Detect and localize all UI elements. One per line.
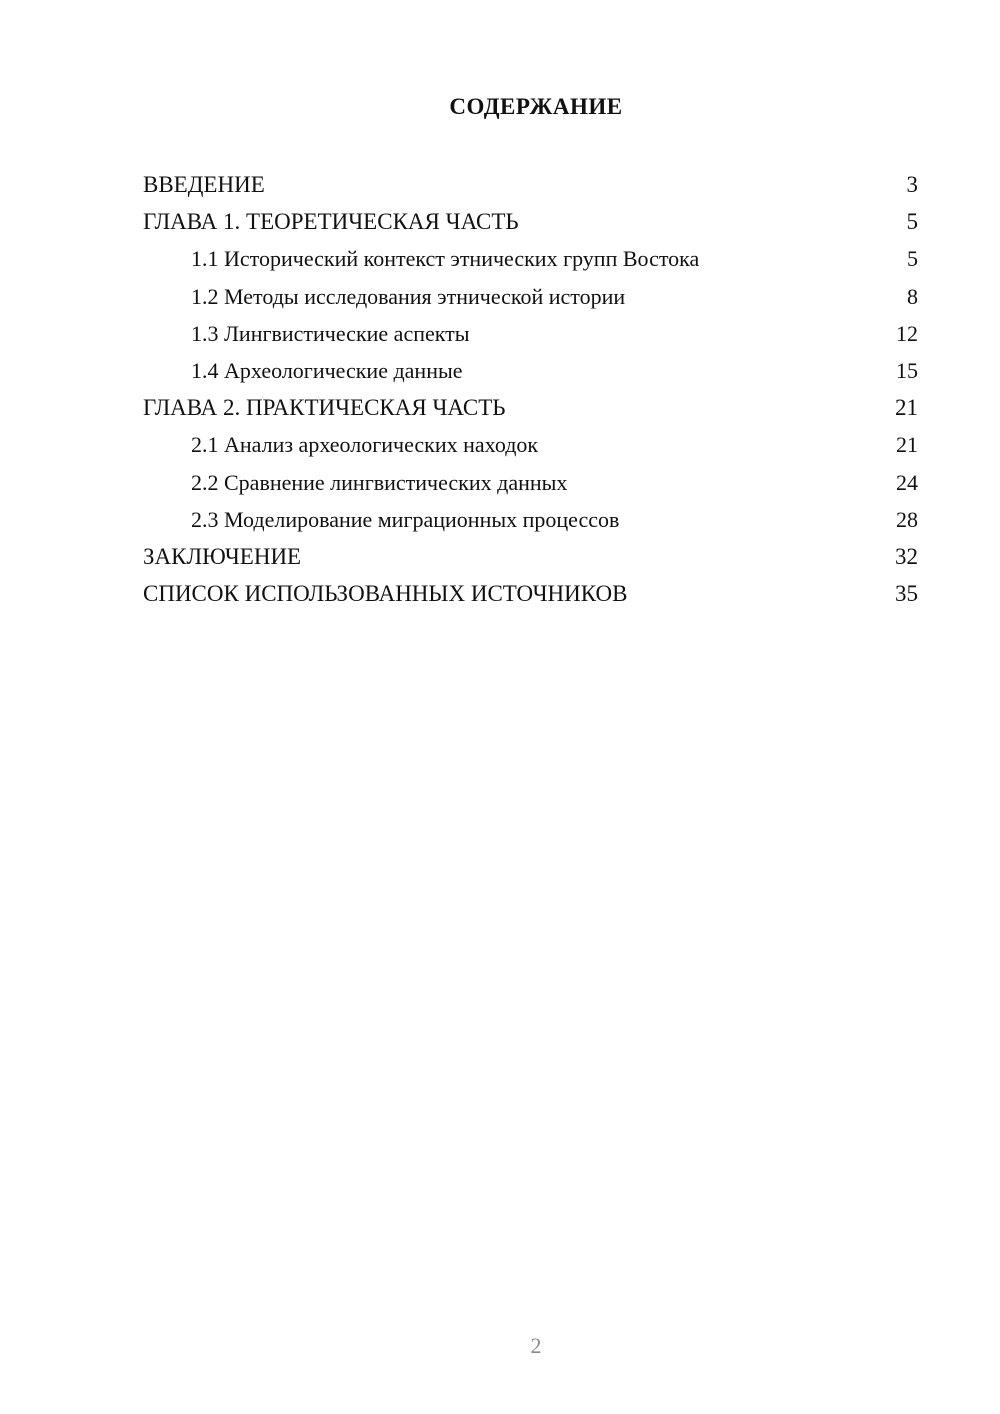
page-number: 2 (530, 1333, 542, 1358)
toc-entry-section-1-1 (143, 240, 918, 277)
toc-entry-page: 32 (895, 543, 918, 569)
toc-entry-label: 1.1 Исторический контекст этнических групп Востока (191, 246, 700, 272)
toc-entry-label: ГЛАВА 2. ПРАКТИЧЕСКАЯ ЧАСТЬ (143, 395, 506, 421)
toc-entry-label: 2.2 Сравнение лингвистических данных (191, 469, 568, 495)
toc-entry-page: 21 (895, 395, 918, 421)
toc-entry-section-1-4 (143, 352, 918, 389)
toc-entry-section-1-2 (143, 278, 918, 315)
toc-entry-label: СПИСОК ИСПОЛЬЗОВАННЫХ ИСТОЧНИКОВ (143, 581, 628, 607)
toc-entry-label: 2.1 Анализ археологических находок (191, 432, 539, 458)
toc-entry-page: 15 (896, 357, 918, 383)
toc-entry-references (143, 575, 918, 612)
toc-entry-label: ЗАКЛЮЧЕНИЕ (143, 543, 302, 569)
toc-entry-label: ГЛАВА 1. ТЕОРЕТИЧЕСКАЯ ЧАСТЬ (143, 209, 519, 235)
toc-entry-section-2-3 (143, 501, 918, 538)
toc-entry-section-1-3 (143, 315, 918, 352)
toc-entry-section-2-1 (143, 426, 918, 463)
toc-entry-page: 12 (896, 320, 918, 346)
toc-entry-chapter-1 (143, 203, 918, 240)
toc-entry-page: 5 (906, 209, 918, 235)
toc-entry-page: 24 (896, 469, 918, 495)
toc-entry-page: 3 (906, 172, 918, 197)
toc-entry-page: 5 (907, 246, 918, 272)
toc-entry-conclusion (143, 538, 918, 575)
toc-entry-chapter-2 (143, 389, 918, 426)
toc-entry-label: 1.3 Лингвистические аспекты (191, 320, 470, 346)
toc-entry-label: ВВЕДЕНИЕ (143, 172, 265, 197)
toc-entry-page: 8 (907, 283, 918, 309)
toc-entry-introduction (143, 166, 918, 203)
toc-entry-page: 35 (895, 581, 918, 607)
toc-entry-page: 28 (896, 506, 918, 532)
toc-entry-label: 1.2 Методы исследования этнической истории (191, 283, 626, 309)
page-title: СОДЕРЖАНИЕ (449, 94, 623, 119)
toc-entry-label: 1.4 Археологические данные (191, 357, 463, 383)
toc-entry-section-2-2 (143, 464, 918, 501)
toc-entry-page: 21 (896, 432, 918, 458)
table-of-contents (143, 166, 918, 612)
toc-entry-label: 2.3 Моделирование миграционных процессов (191, 506, 620, 532)
